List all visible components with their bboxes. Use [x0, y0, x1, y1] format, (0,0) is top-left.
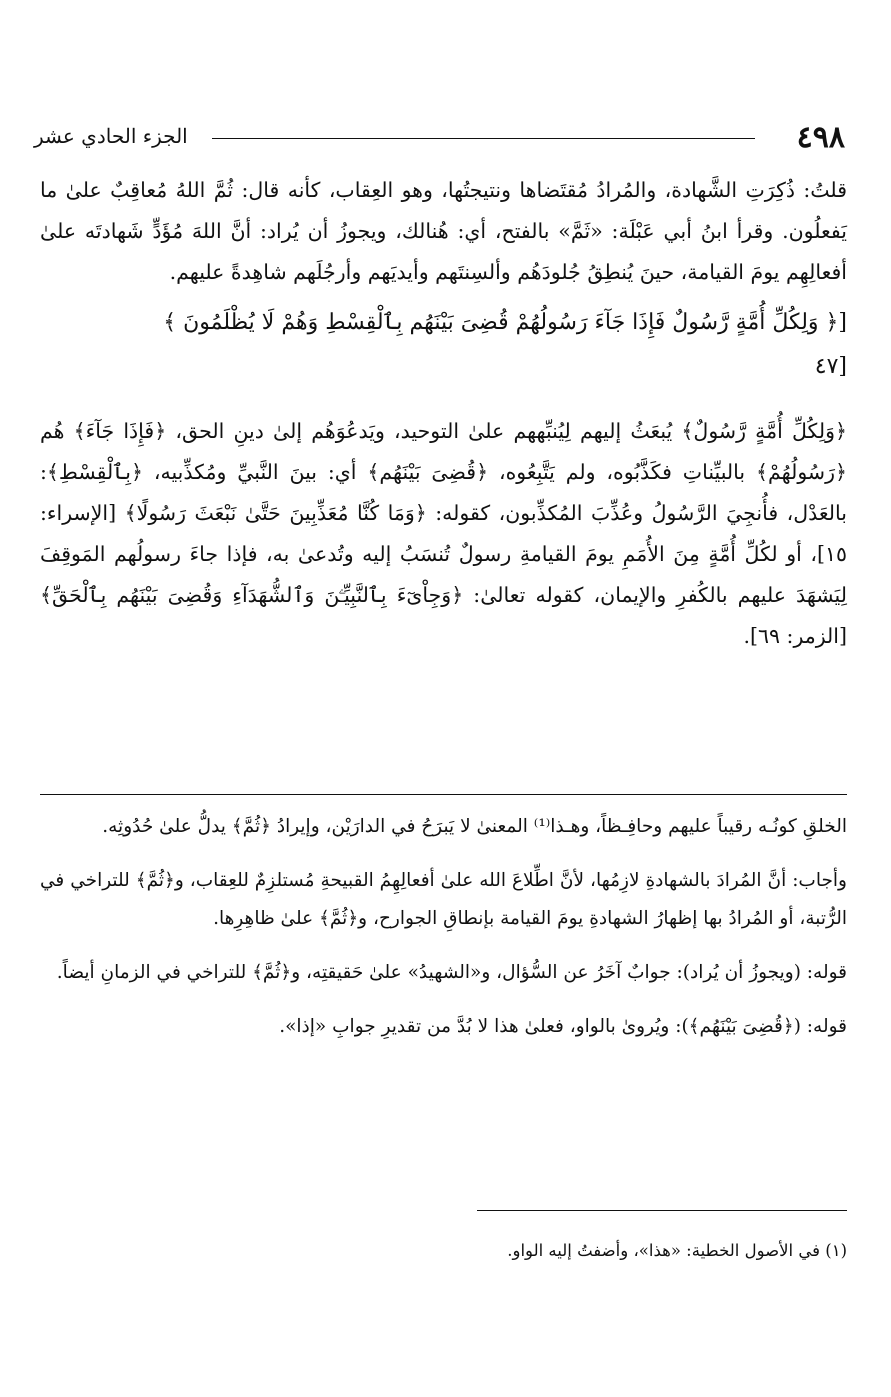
footnote-rule [477, 1210, 847, 1211]
page-header [34, 120, 845, 160]
main-text [40, 170, 847, 657]
note-paragraph: وأجاب: أنَّ المُرادَ بالشهادةِ لازِمُها، لأنَّ اطِّلاعَ الله علىٰ أفعالِهِمُ القبيحةِ مُستلزِمٌ للعِقاب، و﴿ثُمَّ﴾ للتراخي في الرُّتبة، أو المُرادُ بها إظهارُ الشهادةِ يومَ القيامة بإنطاقِ الجوارح، و﴿ثُمَّ﴾ علىٰ ظاهِرِها. [40, 870, 847, 929]
verse-number: [٤٧ [814, 354, 847, 379]
footnote: (١) في الأصول الخطية: «هذا»، وأضفتُ إليه الواو. [507, 1241, 847, 1260]
marginal-notes [40, 808, 847, 1062]
running-title: الجزء الحادي عشر [34, 124, 188, 148]
note-paragraph: الخلقِ كونُـه رقيباً عليهم وحافِـظاً، وهـذا⁽¹⁾ المعنىٰ لا يَبرَحُ في الدارَيْن، وإيرادُ ﴿ثُمَّ﴾ يدلُّ علىٰ حُدُوثِه. [102, 816, 847, 837]
commentary-paragraph: قلتُ: ذُكِرَتِ الشَّهادة، والمُرادُ مُقتَضاها ونتيجتُها، وهو العِقاب، كأنه قال: ثُمَّ اللهُ مُعاقِبٌ علىٰ ما يَفعلُون. وقرأ ابنُ أبي عَبْلَة: «ثَمَّ» بالفتح، أي: هُنالك، ويجوزُ أن يُراد: أنَّ اللهَ مُؤَدٍّ شَهادتَه علىٰ أفعالِهِم يومَ القيامة، حينَ يُنطِقُ جُلودَهُم وألسِنتَهم وأيديَهم وأرجُلَهم شاهِدةً عليهم. [40, 178, 847, 284]
quran-verse-block [40, 301, 847, 389]
footnotes [40, 1236, 847, 1266]
tafsir-paragraph: ﴿وَلِكُلِّ أُمَّةٍ رَّسُولٌ﴾ يُبعَثُ إليهم لِيُنبِّههم علىٰ التوحيد، ويَدعُوَهُم إلىٰ دينِ الحق، ﴿فَإِذَا جَآءَ﴾ هُم ﴿رَسُولُهُمْ﴾ بالبيِّناتِ فكَذَّبُوه، ولم يَتَّبِعُوه، ﴿قُضِىَ بَيْنَهُم﴾ أي: بينَ النَّبيِّ ومُكذِّبيه، ﴿بِٱلْقِسْطِ﴾: بالعَدْل، فأُنجِيَ الرَّسُولُ وعُذِّبَ المُكذِّبون، كقوله: ﴿وَمَا كُنَّا مُعَذِّبِينَ حَتَّىٰ نَبْعَثَ رَسُولًا﴾ [الإسراء: ١٥]، أو لكُلِّ أُمَّةٍ مِنَ الأُمَمِ يومَ القيامةِ رسولٌ تُنسَبُ إليه وتُدعىٰ به، فإذا جاءَ رسولُهم المَوقِفَ لِيَشهَدَ عليهم بالكُفرِ والإيمان، كقوله تعالىٰ: ﴿وَجِاْىٓءَ بِٱلنَّبِيِّـۧنَ وَٱلشُّهَدَآءِ وَقُضِىَ بَيْنَهُم بِٱلْحَقِّ﴾ [الزمر: ٦٩]. [40, 419, 847, 648]
note-paragraph: قوله: (ويجوزُ أن يُراد): جوابٌ آخَرُ عن السُّؤال، و«الشهيدُ» علىٰ حَقيقتِه، و﴿ثُمَّ﴾ للتراخي في الزمانِ أيضاً. [56, 962, 847, 983]
note-paragraph: قوله: (﴿قُضِىَ بَيْنَهُم﴾): ويُروىٰ بالواو، فعلىٰ هذا لا بُدَّ من تقديرِ جوابِ «إذا». [279, 1016, 847, 1037]
separator-rule [40, 794, 847, 795]
page-number: ٤٩٨ [796, 120, 845, 155]
quran-verse: [﴿ وَلِكُلِّ أُمَّةٍ رَّسُولٌ فَإِذَا جَآءَ رَسُولُهُمْ قُضِىَ بَيْنَهُم بِٱلْقِسْطِ وَهُمْ لَا يُظْلَمُونَ ﴾ [163, 310, 847, 335]
header-rule [212, 138, 755, 139]
